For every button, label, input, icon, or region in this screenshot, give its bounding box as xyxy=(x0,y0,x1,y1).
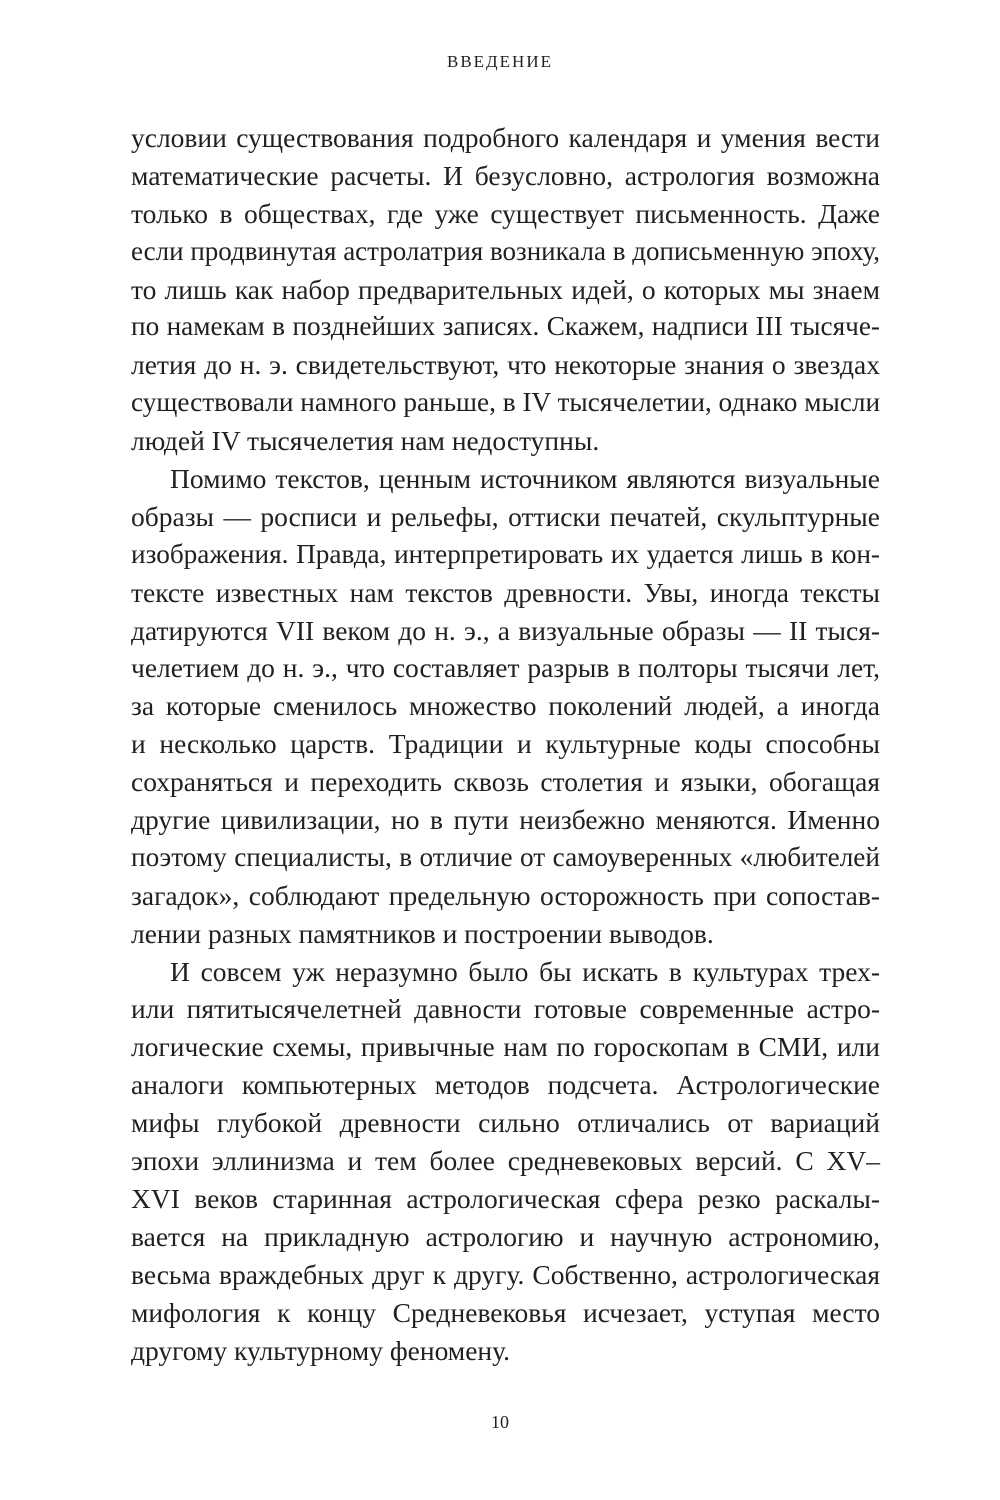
text-line: летия до н. э. свидетельствуют, что некоторые знания о звездах xyxy=(131,349,880,381)
text-line: только в обществах, где уже существует письменность. Даже xyxy=(131,197,880,229)
text-line: аналоги компьютерных методов подсчета. Астрологические xyxy=(131,1069,880,1101)
paragraph-2 xyxy=(131,460,880,953)
paragraph-1 xyxy=(131,119,880,460)
text-line: И совсем уж неразумно было бы искать в культурах трех- xyxy=(170,955,880,987)
text-line: другому культурному феномену. xyxy=(131,1334,510,1366)
text-line: поэтому специалисты, в отличие от самоуверенных «любителей xyxy=(131,841,880,872)
text-line: за которые сменилось множество поколений людей, а иногда xyxy=(131,690,880,722)
text-line: если продвинутая астролатрия возникала в дописьменную эпоху, xyxy=(131,235,880,266)
text-line: условии существования подробного календаря и умения вести xyxy=(131,122,880,153)
text-line: датируются VII веком до н. э., а визуальные образы — II тыся- xyxy=(131,614,880,646)
paragraph-3 xyxy=(131,953,880,1370)
text-line: весьма враждебных друг к другу. Собственно, астрологическая xyxy=(131,1258,880,1290)
text-line: существовали намного раньше, в IV тысячелетии, однако мысли xyxy=(131,387,881,418)
text-line: вается на прикладную астрологию и научную астрономию, xyxy=(131,1220,880,1252)
text-line: людей IV тысячелетия нам недоступны. xyxy=(131,425,600,457)
text-line: лении разных памятников и построении выводов. xyxy=(131,917,714,949)
text-line: Помимо текстов, ценным источником являются визуальные xyxy=(170,463,880,495)
text-line: математические расчеты. И безусловно, астрология возможна xyxy=(131,159,880,191)
text-line: сохраняться и переходить сквозь столетия и языки, обогащая xyxy=(131,766,880,798)
text-line: логические схемы, привычные нам по гороскопам в СМИ, или xyxy=(131,1031,880,1063)
running-head: ВВЕДЕНИЕ xyxy=(447,52,553,71)
text-line: тексте известных нам текстов древности. Увы, иногда тексты xyxy=(131,576,880,608)
body-text xyxy=(131,119,880,1369)
text-line: мифы глубокой древности сильно отличались от вариаций xyxy=(131,1107,880,1139)
text-line: изображения. Правда, интерпретировать их удается лишь в кон- xyxy=(131,538,880,569)
text-line: челетием до н. э., что составляет разрыв в полторы тысячи лет, xyxy=(131,652,880,684)
text-line: то лишь как набор предварительных идей, о которых мы знаем xyxy=(131,273,880,305)
text-line: образы — росписи и рельефы, оттиски печатей, скульптурные xyxy=(131,500,880,532)
text-line: эпохи эллинизма и тем более средневековых версий. С XV– xyxy=(131,1145,880,1177)
page-number: 10 xyxy=(491,1412,509,1432)
text-line: или пятитысячелетней давности готовые современные астро- xyxy=(131,993,880,1025)
text-line: загадок», соблюдают предельную осторожность при сопостав- xyxy=(131,879,880,911)
text-line: и несколько царств. Традиции и культурные коды способны xyxy=(131,728,880,760)
text-line: другие цивилизации, но в пути неизбежно меняются. Именно xyxy=(131,804,880,836)
text-line: по намекам в позднейших записях. Скажем, надписи III тысяче- xyxy=(131,311,880,342)
text-line: XVI веков старинная астрологическая сфера резко раскалы- xyxy=(131,1182,880,1214)
text-line: мифология к концу Средневековья исчезает, уступая место xyxy=(131,1296,880,1328)
